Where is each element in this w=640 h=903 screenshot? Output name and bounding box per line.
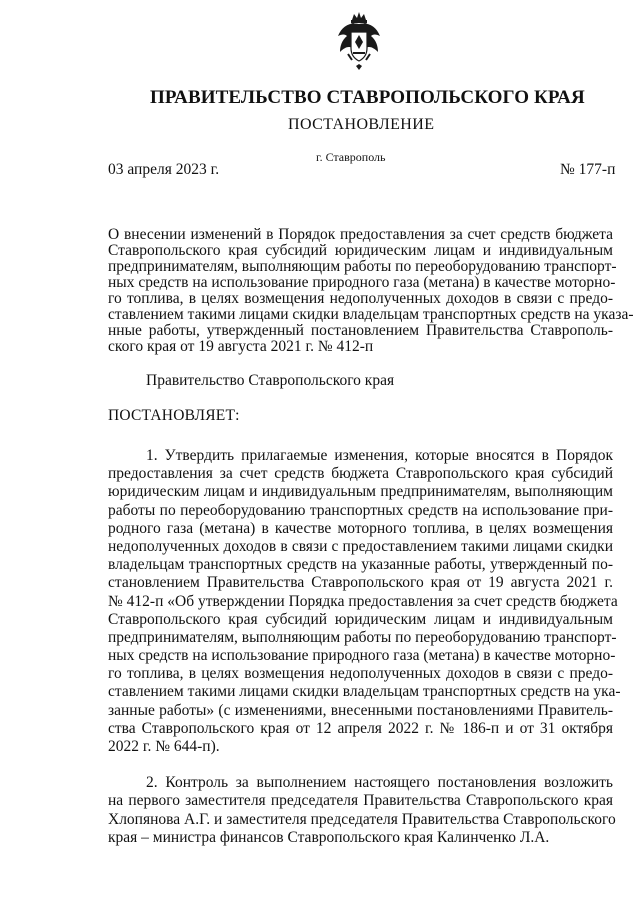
subject-line: ных средств на использование природного газа (метана) в качестве моторно- (108, 274, 616, 291)
body-line: 1. Утвердить прилагаемые изменения, которые вносятся в Порядок (146, 447, 613, 464)
body-line: № 412-п «Об утверждении Порядка предоставления за счет средств бюджета (108, 592, 618, 610)
subject-line: ского края от 19 августа 2021 г. № 412-п (108, 338, 374, 355)
resolves-heading: ПОСТАНОВЛЯЕТ: (108, 407, 240, 424)
body-line: родного газа (метана) в качестве моторного топлива, в целях возмещения (108, 519, 613, 537)
body-line: предоставления за счет средств бюджета Ставропольского края субсидий (108, 465, 613, 483)
subject-line: ставлением такими лицами скидки владельцам транспортных средств на указа- (108, 306, 634, 323)
body-line: Ставропольского края субсидий юридическим лицам и индивидуальным (108, 610, 613, 628)
document-subject (108, 226, 634, 355)
body-line: занные работы» (с изменениями, внесенными постановлениями Правитель- (108, 701, 613, 719)
body-line: на первого заместителя председателя Правительства Ставропольского края (108, 792, 613, 810)
body-line: ства Ставропольского края от 12 апреля 2022 г. № 186-п и от 31 октября (108, 719, 613, 737)
body-line: го топлива, в целях возмещения недополученных доходов в связи с предо- (108, 665, 613, 683)
body-line: предпринимателям, выполняющим работы по переоборудованию транспорт- (108, 628, 617, 646)
body-line: юридическим лицам и индивидуальным предпринимателям, выполняющим (108, 483, 613, 501)
body-line: 2. Контроль за выполнением настоящего постановления возложить (146, 774, 613, 792)
paragraph-2 (108, 774, 616, 847)
body-line: недополученных доходов в связи с предоставлением такими лицами скидки (108, 537, 613, 555)
city: г. Ставрополь (316, 150, 386, 164)
body-line: владельцам транспортных средств на указанные работы, утвержденный по- (108, 556, 613, 574)
issuer: Правительство Ставропольского края (146, 372, 395, 389)
body-line: ных средств на использование природного газа (метана) в качестве моторно- (108, 647, 616, 665)
subject-line: предпринимателям, выполняющим работы по переоборудованию транспорт- (108, 258, 617, 275)
coat-of-arms-icon (336, 10, 382, 78)
document-number: № 177-п (560, 161, 616, 178)
subject-line: О внесении изменений в Порядок предоставления за счет средств бюджета (108, 226, 613, 243)
body-line: работы по переоборудованию транспортных средств на использование при- (108, 501, 613, 519)
subject-line: Ставропольского края субсидий юридическим лицам и индивидуальным (108, 242, 613, 259)
subject-line: го топлива, в целях возмещения недополученных доходов в связи с предо- (108, 290, 613, 307)
body-line: становлением Правительства Ставропольского края от 19 августа 2021 г. (108, 574, 613, 592)
paragraph-1 (108, 447, 621, 756)
paragraph-gap (108, 756, 613, 774)
body-line: ставлением такими лицами скидки владельцам транспортных средств на ука- (108, 683, 621, 701)
subject-line: нные работы, утвержденный постановлением Правительства Ставрополь- (108, 322, 613, 339)
document-body (108, 447, 621, 847)
document-type: ПОСТАНОВЛЕНИЕ (288, 116, 435, 133)
body-line: 2022 г. № 644-п). (108, 738, 220, 755)
document-date: 03 апреля 2023 г. (108, 161, 220, 178)
body-line: Хлопянова А.Г. и заместителя председателя Правительства Ставропольского (108, 810, 616, 828)
body-line: края – министра финансов Ставропольского края Калинченко Л.А. (108, 828, 550, 846)
government-title: ПРАВИТЕЛЬСТВО СТАВРОПОЛЬСКОГО КРАЯ (150, 87, 585, 108)
